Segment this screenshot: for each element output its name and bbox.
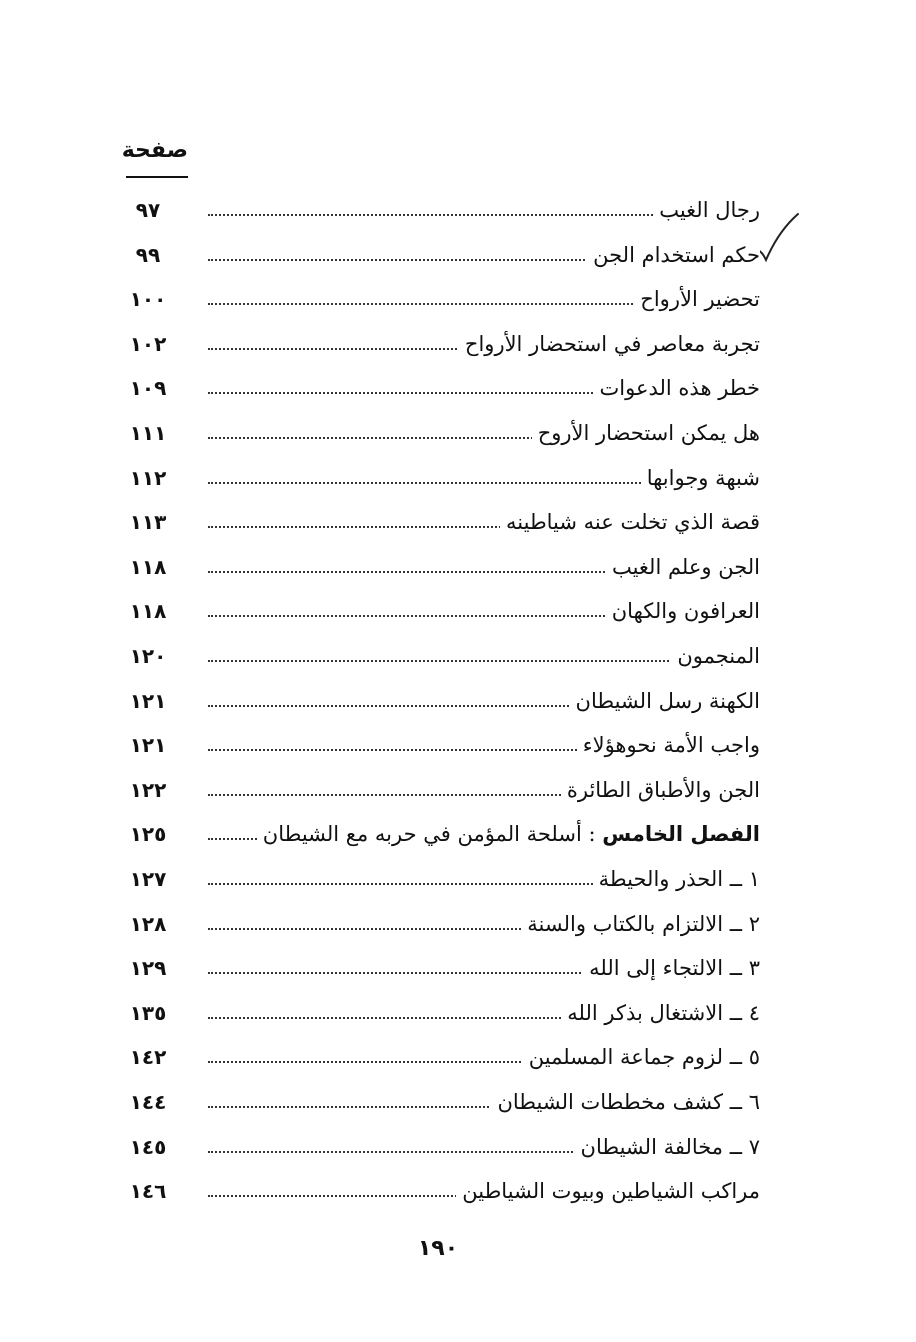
toc-entry-title: واجب الأمة نحوهؤلاء — [577, 723, 760, 767]
toc-entry-title: العرافون والكهان — [606, 589, 760, 633]
toc-entry-title: الجن وعلم الغيب — [606, 545, 760, 589]
toc-entry — [120, 812, 760, 856]
toc-entry — [120, 589, 760, 633]
page-number: ١٩٠ — [417, 1236, 459, 1261]
toc-entry-title: ٦ ــ كشف مخططات الشيطان — [491, 1080, 760, 1124]
toc-entry-page: ١١٣ — [129, 510, 167, 535]
header-underline — [126, 176, 188, 178]
toc-entry — [120, 456, 760, 500]
toc-entry-page: ٩٧ — [135, 198, 161, 222]
toc-entry — [120, 857, 760, 901]
toc-entry-page: ١٠٩ — [129, 376, 167, 401]
toc-entry-title: ٢ ــ الالتزام بالكتاب والسنة — [521, 902, 760, 946]
toc-entry — [120, 634, 760, 678]
toc-entry-title: ٣ ــ الالتجاء إلى الله — [583, 946, 760, 990]
toc-entry-title: ٤ ــ الاشتغال بذكر الله — [561, 991, 760, 1035]
toc-entry-page: ١٤٦ — [129, 1179, 167, 1204]
toc-entry-page: ١١٨ — [129, 599, 167, 624]
toc-entry-title: تحضير الأرواح — [634, 277, 760, 321]
toc-entry-page: ١٠٢ — [129, 331, 167, 356]
toc-entry-page: ١٢٧ — [129, 867, 167, 891]
toc-entry — [120, 545, 760, 589]
toc-entry-title: ٥ ــ لزوم جماعة المسلمين — [523, 1035, 760, 1079]
toc-entry-title: الجن والأطباق الطائرة — [561, 768, 760, 812]
toc-entry-page: ٩٩ — [135, 242, 161, 267]
toc-entry-title: تجربة معاصر في استحضار الأرواح — [459, 322, 760, 366]
toc-entry — [120, 277, 760, 321]
toc-entry-title: حكم استخدام الجن — [587, 233, 760, 277]
handwritten-checkmark-icon — [756, 212, 802, 268]
toc-entry-page: ١١٨ — [129, 554, 167, 579]
toc-entry-title — [257, 812, 760, 856]
toc-entry — [120, 946, 760, 990]
toc-entry-page: ١٢٠ — [129, 644, 167, 668]
toc-entry-page: ١٤٤ — [129, 1090, 167, 1114]
toc-entry-page: ١٢٢ — [129, 777, 167, 802]
toc-entry — [120, 1169, 760, 1213]
toc-entry — [120, 679, 760, 723]
toc-entry-page: ١٢١ — [129, 733, 167, 758]
toc-entry-title: هل يمكن استحضار الأروح — [532, 411, 760, 455]
toc-entry-title: ٧ ــ مخالفة الشيطان — [575, 1125, 760, 1169]
toc-entry-title: خطر هذه الدعوات — [594, 366, 760, 410]
toc-entry-title: المنجمون — [671, 634, 760, 678]
toc-entry — [120, 322, 760, 366]
toc-entry-page: ١٢٨ — [129, 911, 167, 936]
toc-entry-page: ١١١ — [129, 421, 167, 445]
toc-entry — [120, 500, 760, 544]
toc-entry — [120, 902, 760, 946]
toc-entry-title: قصة الذي تخلت عنه شياطينه — [500, 500, 760, 544]
toc-entry — [120, 1035, 760, 1079]
toc-entry — [120, 1080, 760, 1124]
toc-entry-page: ١٢٥ — [129, 822, 167, 847]
chapter-label: الفصل الخامس — [602, 822, 760, 847]
toc-entry-title: رجال الغيب — [653, 188, 760, 232]
toc-entry-page: ١٢٩ — [129, 956, 167, 981]
chapter-title: : أسلحة المؤمن في حربه مع الشيطان — [262, 822, 596, 847]
toc-entry-page: ١١٢ — [129, 465, 167, 490]
toc-entry — [120, 1125, 760, 1169]
toc-entry — [120, 991, 760, 1035]
toc-entry-title: الكهنة رسل الشيطان — [570, 679, 760, 723]
toc-entry-page: ١٤٢ — [129, 1045, 167, 1070]
toc-entry — [120, 188, 760, 232]
toc-entry — [120, 411, 760, 455]
toc-entry — [120, 768, 760, 812]
toc-entry-title: مراكب الشياطين وبيوت الشياطين — [456, 1169, 760, 1213]
toc-entry-page: ١٣٥ — [129, 1000, 167, 1025]
toc-entry-title: ١ ــ الحذر والحيطة — [593, 857, 760, 901]
toc-entry-title: شبهة وجوابها — [641, 456, 760, 500]
toc-entry-page: ١٤٥ — [129, 1134, 167, 1159]
toc-entry — [120, 233, 760, 277]
toc-entry-page: ١٢١ — [129, 688, 167, 713]
page-column-header: صفحة — [121, 138, 188, 163]
toc-entry — [120, 366, 760, 410]
toc-entry-page: ١٠٠ — [129, 287, 167, 312]
toc-entry — [120, 723, 760, 767]
